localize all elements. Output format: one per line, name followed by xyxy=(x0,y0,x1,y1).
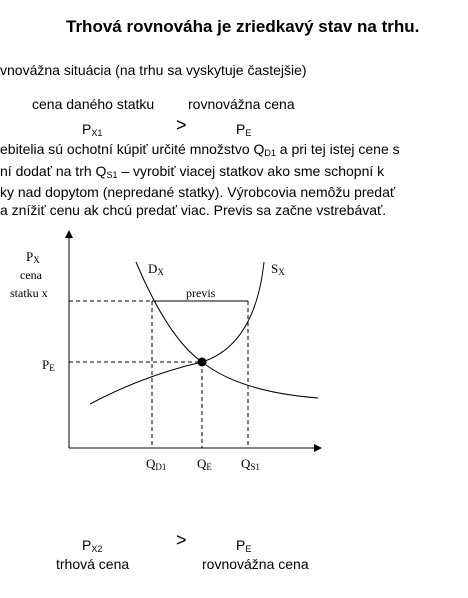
comparison1-right-label: rovnovážna cena xyxy=(188,96,295,112)
equilibrium-point xyxy=(198,358,207,367)
y-axis-symbol: $P_X$ xyxy=(26,249,40,265)
paragraph-line-2: ní dodať na trh $Q_{S1}$ – vyrobiť viacej statkov ako sme schopní k xyxy=(0,162,385,180)
comparison1-left-label: cena daného statku xyxy=(32,96,155,112)
demand-curve xyxy=(136,262,318,398)
qs1-label: $Q_{S1}$ xyxy=(241,456,260,472)
y-axis-label-line2: cena xyxy=(20,268,42,282)
paragraph-line-3: ky nad dopytom (nepredané statky). Výrobcovia nemôžu predať xyxy=(0,184,396,200)
comparison1-right-symbol: $P_E$ xyxy=(236,121,252,138)
comparison2-left-symbol: $P_{X2}$ xyxy=(82,537,103,554)
pe-axis-label: $P_E$ xyxy=(42,357,55,373)
comparison2-left-label: trhová cena xyxy=(56,556,130,572)
paragraph-line-1: ebitelia sú ochotní kúpiť určité množstvo $Q_{D1}$ a pri tej istej cene s xyxy=(0,141,400,158)
comparison1-operator: > xyxy=(176,115,187,135)
y-axis-label-line3: statku x xyxy=(10,286,48,300)
comparison1-left-symbol: $P_{X1}$ xyxy=(82,121,103,138)
qe-label: $Q_E$ xyxy=(197,456,212,472)
demand-label: $D_X$ xyxy=(148,261,164,277)
situation-line: vnovážna situácia (na trhu sa vyskytuje častejšie) xyxy=(0,62,307,78)
supply-curve xyxy=(90,262,264,404)
qd1-label: $Q_{D1}$ xyxy=(146,456,167,472)
comparison2-right-label: rovnovážna cena xyxy=(202,556,309,572)
comparison2-operator: > xyxy=(176,530,187,550)
supply-label: $S_X$ xyxy=(271,261,285,277)
page-title: Trhová rovnováha je zriedkavý stav na trhu. xyxy=(66,17,420,36)
comparison2-right-symbol: $P_E$ xyxy=(236,537,252,554)
surplus-label: previs xyxy=(186,286,216,300)
paragraph-line-4: a znížiť cenu ak chcú predať viac. Previs sa začne vstrebávať. xyxy=(0,201,387,218)
